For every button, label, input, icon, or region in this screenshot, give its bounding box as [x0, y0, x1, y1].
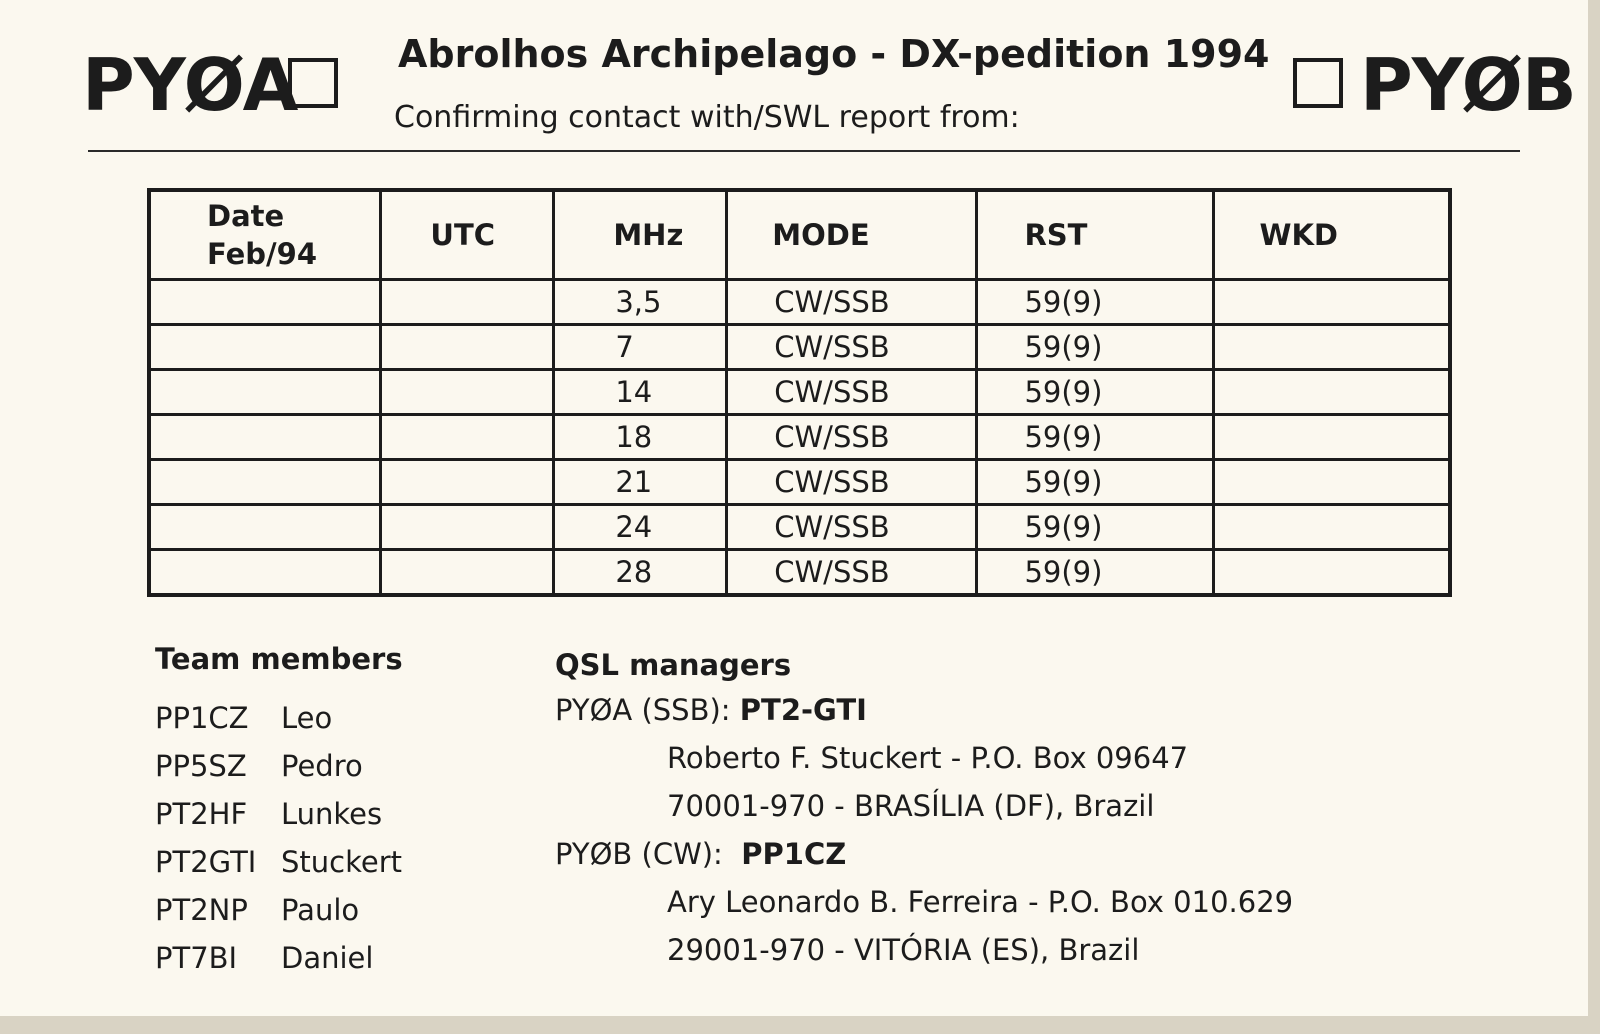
card-title: Abrolhos Archipelago - DX-pedition 1994 — [398, 32, 1270, 76]
table-row — [149, 415, 1450, 460]
pyoa-checkbox[interactable] — [288, 58, 338, 108]
cell-mhz: 24 — [554, 505, 727, 550]
member-callsign: PT2NP — [155, 893, 248, 927]
qsl-ssb-block — [555, 686, 1188, 830]
cell-mhz: 18 — [554, 415, 727, 460]
cell-rst: 59(9) — [977, 505, 1214, 550]
qsl-ssb-address2: 70001-970 - BRASÍLIA (DF), Brazil — [667, 789, 1155, 823]
cell-date[interactable] — [149, 325, 381, 370]
cell-wkd[interactable] — [1214, 370, 1450, 415]
member-name: Pedro — [281, 749, 363, 783]
qsl-cw-label: PYØB (CW): — [555, 837, 742, 871]
qsl-ssb-label: PYØA (SSB): — [555, 693, 740, 727]
qsl-ssb-address1: Roberto F. Stuckert - P.O. Box 09647 — [667, 741, 1189, 775]
cell-mode: CW/SSB — [727, 415, 977, 460]
qsl-ssb-manager: PT2-GTI — [739, 693, 867, 727]
contact-log-table — [147, 188, 1452, 597]
pyob-checkbox[interactable] — [1293, 58, 1343, 108]
cell-wkd[interactable] — [1214, 505, 1450, 550]
member-name: Paulo — [281, 893, 360, 927]
cell-utc[interactable] — [381, 325, 554, 370]
qsl-ssb-line — [555, 686, 1188, 734]
cell-date[interactable] — [149, 460, 381, 505]
cell-utc[interactable] — [381, 415, 554, 460]
member-callsign: PP1CZ — [155, 701, 249, 735]
qsl-cw-address2: 29001-970 - VITÓRIA (ES), Brazil — [667, 933, 1140, 967]
member-callsign: PP5SZ — [155, 749, 247, 783]
cell-rst: 59(9) — [977, 370, 1214, 415]
header-rst: RST — [977, 190, 1214, 280]
cell-date[interactable] — [149, 550, 381, 596]
cell-utc[interactable] — [381, 280, 554, 325]
header-date-month: Feb/94 — [207, 237, 318, 271]
cell-utc[interactable] — [381, 460, 554, 505]
cell-wkd[interactable] — [1214, 280, 1450, 325]
qsl-cw-manager: PP1CZ — [741, 837, 847, 871]
header-mode: MODE — [727, 190, 977, 280]
cell-rst: 59(9) — [977, 415, 1214, 460]
qsl-cw-address1: Ary Leonardo B. Ferreira - P.O. Box 010.629 — [667, 885, 1294, 919]
member-callsign: PT2GTI — [155, 845, 257, 879]
cell-mode: CW/SSB — [727, 325, 977, 370]
header-wkd: WKD — [1214, 190, 1450, 280]
header-utc: UTC — [381, 190, 554, 280]
table-row — [149, 280, 1450, 325]
cell-mode: CW/SSB — [727, 370, 977, 415]
cell-rst: 59(9) — [977, 460, 1214, 505]
cell-mhz: 7 — [554, 325, 727, 370]
cell-date[interactable] — [149, 370, 381, 415]
cell-wkd[interactable] — [1214, 415, 1450, 460]
table-row — [149, 325, 1450, 370]
card-subtitle: Confirming contact with/SWL report from: — [394, 100, 1020, 135]
qsl-cw-block — [555, 830, 1293, 974]
cell-mode: CW/SSB — [727, 505, 977, 550]
cell-mhz: 21 — [554, 460, 727, 505]
cell-utc[interactable] — [381, 505, 554, 550]
table-header-row — [149, 190, 1450, 280]
cell-rst: 59(9) — [977, 325, 1214, 370]
header-divider — [88, 150, 1520, 152]
qsl-cw-line — [555, 830, 1293, 878]
cell-rst: 59(9) — [977, 550, 1214, 596]
callsign-pyoa: PYØA — [82, 43, 298, 127]
table-row — [149, 460, 1450, 505]
cell-utc[interactable] — [381, 370, 554, 415]
cell-wkd[interactable] — [1214, 460, 1450, 505]
member-name: Stuckert — [281, 845, 402, 879]
qsl-managers-heading: QSL managers — [555, 648, 792, 682]
callsign-pyob: PYØB — [1360, 43, 1576, 127]
cell-rst: 59(9) — [977, 280, 1214, 325]
member-name: Lunkes — [281, 797, 383, 831]
table-row — [149, 550, 1450, 596]
cell-mode: CW/SSB — [727, 280, 977, 325]
cell-wkd[interactable] — [1214, 550, 1450, 596]
cell-date[interactable] — [149, 280, 381, 325]
header-mhz: MHz — [554, 190, 727, 280]
cell-mhz: 14 — [554, 370, 727, 415]
table-row — [149, 505, 1450, 550]
cell-date[interactable] — [149, 415, 381, 460]
cell-wkd[interactable] — [1214, 325, 1450, 370]
cell-mode: CW/SSB — [727, 550, 977, 596]
cell-mhz: 28 — [554, 550, 727, 596]
team-members-heading: Team members — [155, 642, 403, 676]
member-name: Daniel — [281, 941, 374, 975]
table-row — [149, 370, 1450, 415]
member-callsign: PT2HF — [155, 797, 248, 831]
cell-mhz: 3,5 — [554, 280, 727, 325]
cell-date[interactable] — [149, 505, 381, 550]
member-name: Leo — [281, 701, 333, 735]
member-callsign: PT7BI — [155, 941, 238, 975]
header-date — [149, 190, 381, 280]
header-date-label: Date — [207, 199, 285, 233]
cell-mode: CW/SSB — [727, 460, 977, 505]
cell-utc[interactable] — [381, 550, 554, 596]
